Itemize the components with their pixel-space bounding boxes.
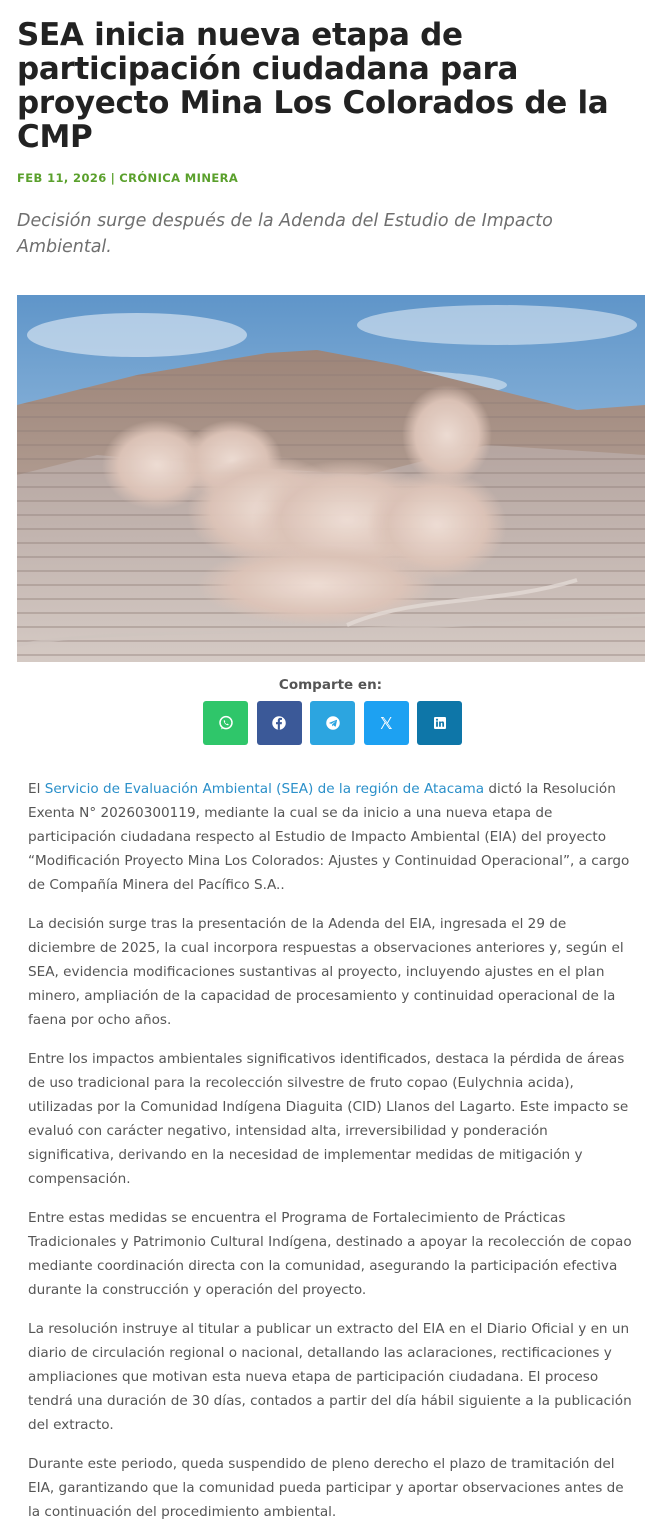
share-telegram-button[interactable]: [310, 701, 355, 745]
hero-image: [17, 295, 645, 662]
p1-prefix: El: [28, 781, 45, 797]
share-linkedin-button[interactable]: [417, 701, 462, 745]
meta-separator: |: [110, 171, 116, 185]
x-icon: [377, 714, 395, 732]
linkedin-icon: [431, 714, 449, 732]
share-buttons: [203, 701, 462, 745]
mine-blast-photo: [17, 295, 645, 662]
share-whatsapp-button[interactable]: [203, 701, 248, 745]
body-paragraph-3: Entre los impactos ambientales significativos identificados, destaca la pérdida de áreas de uso tradicional para la recolección silvestre de fruto copao (Eulychnia acida), utilizadas por la Comunidad Indígena Diaguita (CID) Llanos del Lagarto. Este impacto se evaluó con carácter negativo, intensidad alta, irreversibilidad y ponderación significativa, derivando en la necesidad de implementar medidas de mitigación y compensación.: [28, 1051, 629, 1187]
article-meta: [17, 171, 238, 185]
share-facebook-button[interactable]: [257, 701, 302, 745]
article-title: SEA inicia nueva etapa de participación ciudadana para proyecto Mina Los Colorados de la CMP: [17, 17, 609, 155]
p1-rest: dictó la Resolución Exenta N° 20260300119, mediante la cual se da inicio a una nueva etapa de participación ciudadana respecto al Estudio de Impacto Ambiental (EIA) del proyecto “Modificación Proyecto Mina Los Colorados: Ajustes y Continuidad Operacional”, a cargo de Compañía Minera del Pacífico S.A..: [28, 781, 630, 893]
telegram-icon: [324, 714, 342, 732]
sea-atacama-link[interactable]: Servicio de Evaluación Ambiental (SEA) de la región de Atacama: [44, 781, 485, 797]
article-date: FEB 11, 2026: [17, 171, 107, 185]
body-paragraph-5: La resolución instruye al titular a publicar un extracto del EIA en el Diario Oficial y en un diario de circulación regional o nacional, detallando las aclaraciones, rectificaciones y ampliaciones que motivan esta nueva etapa de participación ciudadana. El proceso tendrá una duración de 30 días, contados a partir del día hábil siguiente a la publicación del extracto.: [28, 1321, 632, 1433]
article-body: [28, 777, 638, 1539]
body-paragraph-2: La decisión surge tras la presentación de la Adenda del EIA, ingresada el 29 de diciembre de 2025, la cual incorpora respuestas a observaciones anteriores y, según el SEA, evidencia modificaciones sustantivas al proyecto, incluyendo ajustes en el plan minero, ampliación de la capacidad de procesamiento y continuidad operacional de la faena por ocho años.: [28, 916, 624, 1028]
article-category-link[interactable]: CRÓNICA MINERA: [119, 171, 239, 185]
facebook-icon: [270, 714, 288, 732]
body-paragraph-4: Entre estas medidas se encuentra el Programa de Fortalecimiento de Prácticas Tradicionales y Patrimonio Cultural Indígena, destinado a apoyar la recolección de copao mediante coordinación directa con la comunidad, asegurando la participación efectiva durante la construcción y operación del proyecto.: [28, 1210, 632, 1298]
body-paragraph-6: Durante este periodo, queda suspendido de pleno derecho el plazo de tramitación del EIA, garantizando que la comunidad pueda participar y aportar observaciones antes de la continuación del procedimiento ambiental.: [28, 1456, 624, 1520]
share-x-button[interactable]: [364, 701, 409, 745]
article-subtitle: Decisión surge después de la Adenda del Estudio de Impacto Ambiental.: [17, 211, 553, 257]
body-paragraph-1: [28, 777, 638, 897]
share-label: Comparte en:: [278, 677, 383, 693]
whatsapp-icon: [217, 714, 235, 732]
